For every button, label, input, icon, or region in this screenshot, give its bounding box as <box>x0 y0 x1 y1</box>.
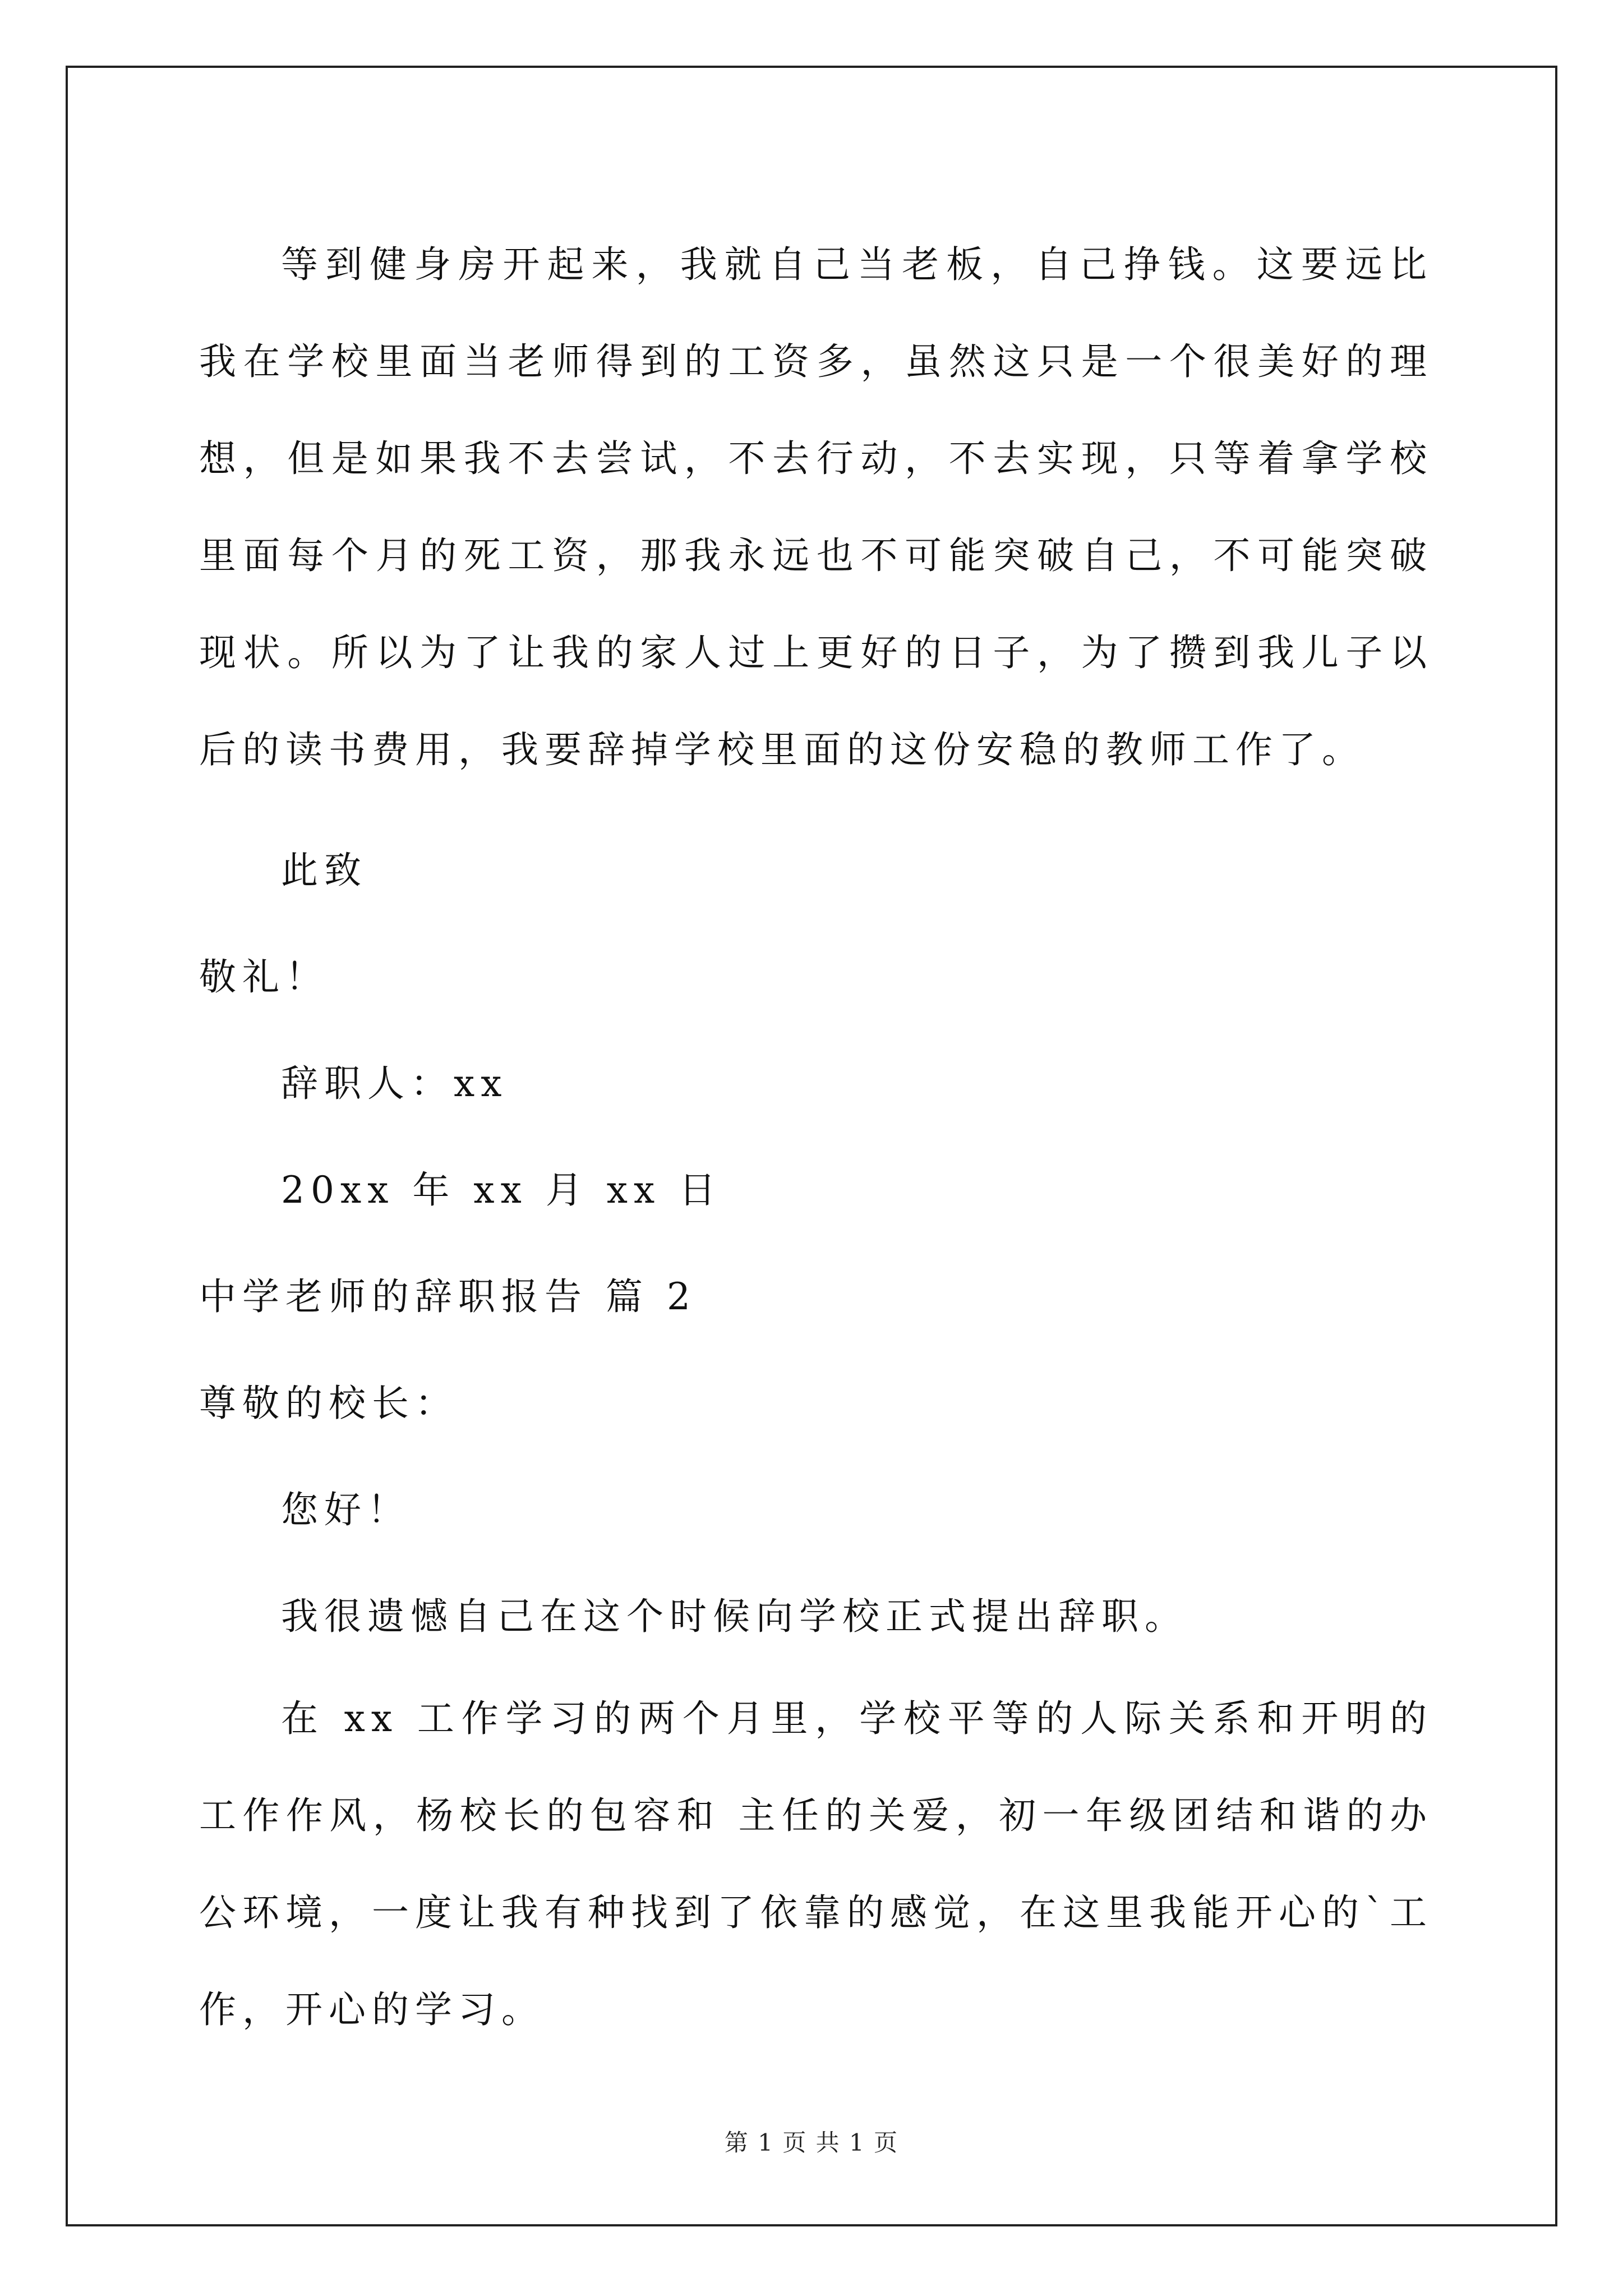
paragraph-3: 在 xx 工作学习的两个月里，学校平等的人际关系和开明的工作作风，杨校长的包容和 主任的关爱，初一年级团结和谐的办公环境，一度让我有种找到了依靠的感觉，在这里我能开心的`工作，开心的学习。 <box>199 1697 1433 2031</box>
signer-text: 辞职人：xx <box>281 1062 508 1105</box>
paragraph-2: 我很遗憾自己在这个时候向学校正式提出辞职。 <box>281 1595 1188 1638</box>
addressee-text: 尊敬的校长： <box>199 1382 458 1425</box>
date-text: 20xx 年 xx 月 xx 日 <box>281 1168 722 1212</box>
paragraph-1: 等到健身房开起来，我就自己当老板，自己挣钱。这要远比我在学校里面当老师得到的工资多，虽然这只是一个很美好的理想，但是如果我不去尝试，不去行动，不去实现，只等着拿学校里面每个月的死工资，那我永远也不可能突破自己，不可能突破现状。所以为了让我的家人过上更好的日子，为了攒到我儿子以后的读书费用，我要辞掉学校里面的这份安稳的教师工作了。 <box>199 243 1433 771</box>
section-title: 中学老师的辞职报告 篇 2 <box>199 1275 697 1318</box>
greeting-text: 您好！ <box>281 1488 411 1531</box>
page-footer: 第 1 页 共 1 页 <box>724 2129 899 2156</box>
salute-text: 敬礼！ <box>199 955 329 999</box>
document-body <box>199 216 1433 2058</box>
closing-text: 此致 <box>281 849 367 892</box>
